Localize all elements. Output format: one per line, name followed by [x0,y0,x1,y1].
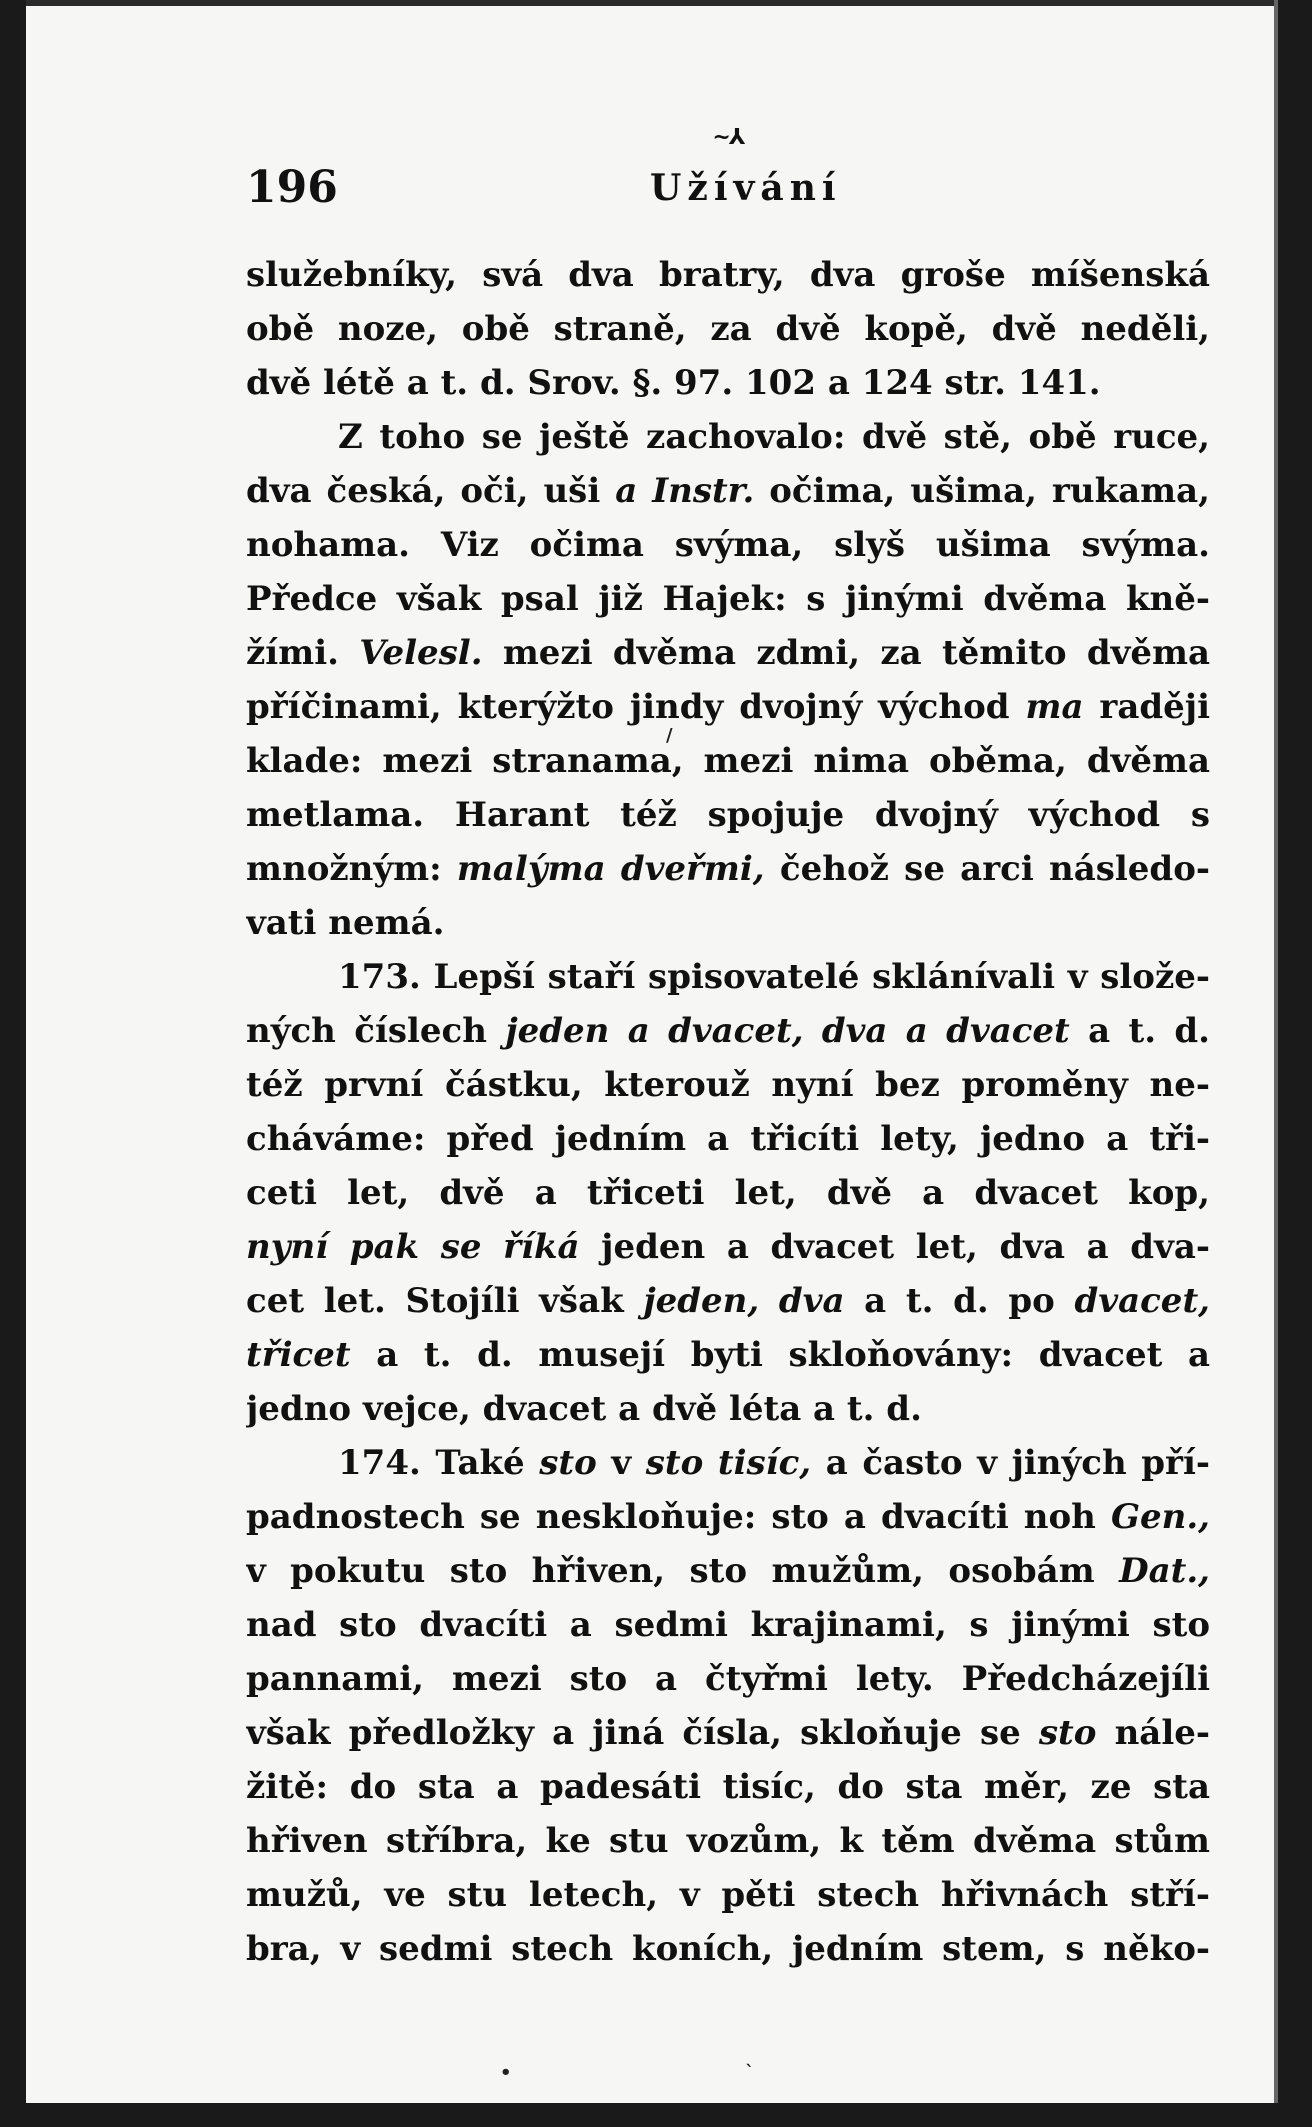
page-header [246,158,1206,218]
text-segment: Předce však psal již Hajek: s jinými dvěma kně- [246,579,1210,619]
text-line [246,842,1210,896]
text-line [246,734,1210,788]
stray-mark: / [666,725,673,746]
text-segment: jeden a dvacet let, dva a dva- [579,1227,1210,1267]
text-line [246,788,1210,842]
text-line [246,1760,1210,1814]
text-line [246,896,1210,950]
text-segment: však předložky a jiná čísla, skloňuje se [246,1713,1039,1753]
italic-text: dvacet, [1074,1281,1210,1321]
scan-edge-top [0,0,1312,6]
text-line [246,248,1210,302]
header-ornament: ~⅄ [712,124,744,150]
italic-text: malýma dveřmi, [456,849,765,889]
text-segment: cet let. Stojíli však [246,1281,644,1321]
text-segment: a t. d. [1069,1011,1210,1051]
text-line [246,680,1210,734]
running-title: Užívání [650,167,842,209]
italic-text: sto tisíc, [645,1443,812,1483]
text-line [246,572,1210,626]
italic-text: jeden, dva [643,1281,845,1321]
text-segment: a t. d. po [844,1281,1075,1321]
italic-text: Dat., [1119,1551,1210,1591]
text-line [246,1652,1210,1706]
text-segment: a často v jiných pří- [811,1443,1210,1483]
text-line [246,1490,1210,1544]
text-line [246,302,1210,356]
body-text [246,248,1210,1976]
text-segment: mužů, ve stu letech, v pěti stech hřivnách stří- [246,1875,1210,1915]
italic-text: třicet [246,1335,351,1375]
text-line [246,1112,1210,1166]
text-segment: padnostech se neskloňuje: sto a dvacíti noh [246,1497,1111,1537]
text-segment: čehož se arci následo- [764,849,1210,889]
text-line [246,518,1210,572]
text-segment: žitě: do sta a padesáti tisíc, do sta měr, ze sta [246,1767,1210,1807]
text-segment: ných číslech [246,1011,506,1051]
text-segment: vati nemá. [246,903,445,943]
text-segment: dva česká, oči, uši [246,471,616,511]
text-line [246,464,1210,518]
text-segment: v [596,1443,646,1483]
text-segment: mezi dvěma zdmi, za těmito dvěma [482,633,1210,673]
text-segment: očima, ušima, rukama, [754,471,1210,511]
text-segment: 173. Lepší staří spisovatelé sklánívali v slože- [338,957,1210,997]
text-line [246,1058,1210,1112]
stray-mark: • [500,2062,512,2083]
text-segment: cháváme: před jedním a třicíti lety, jedno a tři- [246,1119,1210,1159]
text-line [246,1328,1210,1382]
text-line [246,1868,1210,1922]
text-segment: a t. d. musejí byti skloňovány: dvacet a [350,1335,1210,1375]
italic-text: sto [539,1443,597,1483]
text-segment: Z toho se ještě zachovalo: dvě stě, obě ruce, [338,417,1210,457]
text-segment: též první částku, kterouž nyní bez proměny ne- [246,1065,1210,1105]
scan-edge-left [0,0,26,2127]
text-segment: v pokutu sto hřiven, sto mužům, osobám [246,1551,1120,1591]
text-line [246,1274,1210,1328]
italic-text: ma [1025,687,1084,727]
text-segment: dvě létě a t. d. Srov. §. 97. 102 a 124 str. 141. [246,363,1101,403]
text-line [246,1922,1210,1976]
text-segment: pannami, mezi sto a čtyřmi lety. Předcházejíli [246,1659,1210,1699]
text-line [246,1598,1210,1652]
text-segment: obě noze, obě straně, za dvě kopě, dvě neděli, [246,309,1210,349]
text-segment: klade: mezi stranama, mezi nima oběma, dvěma [246,741,1210,781]
text-segment: hřiven stříbra, ke stu vozům, k těm dvěma stům [246,1821,1210,1861]
text-line [246,1166,1210,1220]
text-line [246,950,1210,1004]
italic-text: jeden a dvacet, dva a dvacet [505,1011,1070,1051]
text-segment: množným: [246,849,457,889]
text-line [246,1004,1210,1058]
text-line [246,1382,1210,1436]
text-line [246,1814,1210,1868]
text-line [246,1220,1210,1274]
text-segment: ceti let, dvě a třiceti let, dvě a dvacet kop, [246,1173,1210,1213]
italic-text: a Instr. [615,471,755,511]
text-line [246,1706,1210,1760]
stray-mark: ` [745,2062,754,2083]
text-segment: žími. [246,633,360,673]
text-segment: služebníky, svá dva bratry, dva groše míšenská [246,255,1210,295]
text-segment: raději [1083,687,1210,727]
text-segment: jedno vejce, dvacet a dvě léta a t. d. [246,1389,922,1429]
text-line [246,1544,1210,1598]
page-number: 196 [246,162,338,213]
text-segment: nad sto dvacíti a sedmi krajinami, s jinými sto [246,1605,1210,1645]
text-segment: příčinami, kterýžto jindy dvojný východ [246,687,1026,727]
text-segment: nohama. Viz očima svýma, slyš ušima svýma. [246,525,1210,565]
text-segment: 174. Také [338,1443,540,1483]
text-line [246,626,1210,680]
italic-text: Gen., [1110,1497,1210,1537]
text-line [246,356,1210,410]
text-segment: bra, v sedmi stech koních, jedním stem, s něko- [246,1929,1210,1969]
text-segment: nále- [1096,1713,1210,1753]
scan-edge-right [1278,0,1312,2127]
italic-text: nyní pak se říká [246,1227,580,1267]
italic-text: sto [1038,1713,1097,1753]
scan-edge-bottom [0,2103,1312,2127]
text-line [246,1436,1210,1490]
text-line [246,410,1210,464]
text-segment: metlama. Harant též spojuje dvojný východ s [246,795,1210,835]
italic-text: Velesl. [359,633,483,673]
